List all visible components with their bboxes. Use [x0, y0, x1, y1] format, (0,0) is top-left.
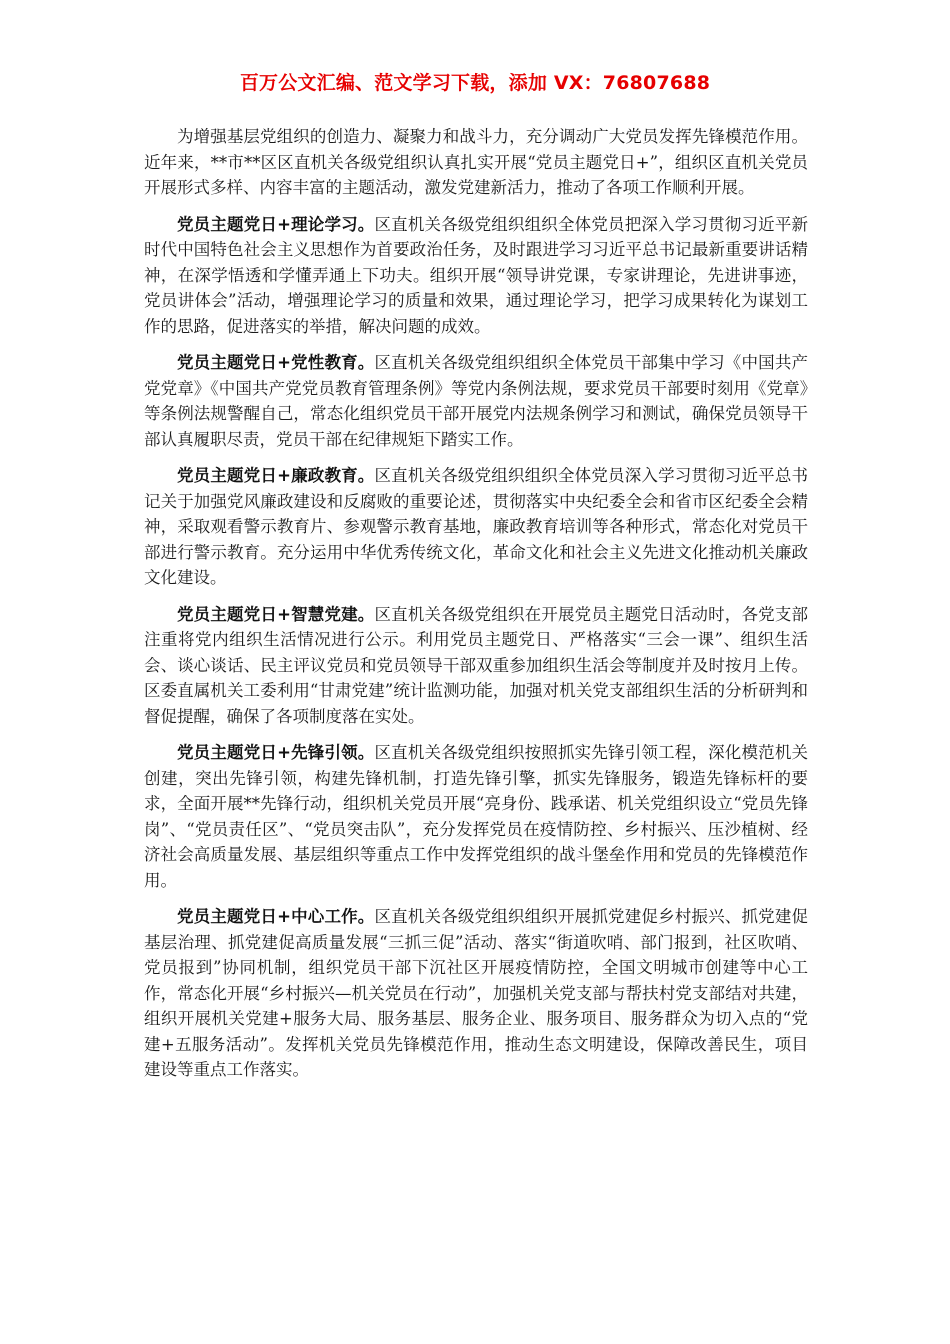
section-heading: 党员主题党日+党性教育。 — [177, 353, 375, 372]
section-body: 区直机关各级党组织在开展党员主题党日活动时，各党支部注重将党内组织生活情况进行公示。利用党员主题党日、严格落实“三会一课”、组织生活会、谈心谈话、民主评议党员和党员领导干部双重参加组织生活会等制度并及时按月上传。区委直属机关工委利用“甘肃党建”统计监测功能，加强对机关党支部组织生活的分析研判和督促提醒，确保了各项制度落在实处。 — [144, 604, 809, 726]
section-body: 区直机关各级党组织按照抓实先锋引领工程，深化模范机关创建，突出先锋引领，构建先锋机制，打造先锋引擎，抓实先锋服务，锻造先锋标杆的要求，全面开展**先锋行动，组织机关党员开展“亮身份、践承诺、机关党组织设立“党员先锋岗”、“党员责任区”、“党员突击队”，充分发挥党员在疫情防控、乡村振兴、压沙植树、经济社会高质量发展、基层组织等重点工作中发挥党组织的战斗堡垒作用和党员的先锋模范作用。 — [144, 743, 809, 890]
section-paragraph-party-spirit — [144, 350, 808, 452]
section-paragraph-central-work — [144, 904, 808, 1083]
section-heading: 党员主题党日+先锋引领。 — [177, 743, 375, 762]
section-body: 区直机关各级党组织组织全体党员把深入学习贯彻习近平新时代中国特色社会主义思想作为首要政治任务，及时跟进学习习近平总书记最新重要讲话精神，在深学悟透和学懂弄通上下功夫。组织开展“领导讲党课，专家讲理论，先进讲事迹，党员讲体会”活动，增强理论学习的质量和效果，通过理论学习，把学习成果转化为谋划工作的思路，促进落实的举措，解决问题的成效。 — [144, 214, 809, 336]
section-heading: 党员主题党日+智慧党建。 — [177, 604, 375, 624]
section-body: 区直机关各级党组织组织开展抓党建促乡村振兴、抓党建促基层治理、抓党建促高质量发展“三抓三促”活动、落实“街道吹哨、部门报到，社区吹哨、党员报到”协同机制，组织党员干部下沉社区开展疫情防控，全国文明城市创建等中心工作，常态化开展“乡村振兴—机关党员在行动”，加强机关党支部与帮扶村党支部结对共建，组织开展机关党建+服务大局、服务基层、服务企业、服务项目、服务群众为切入点的“党建+五服务活动”。发挥机关党员先锋模范作用，推动生态文明建设，保障改善民生，项目建设等重点工作落实。 — [144, 907, 809, 1079]
section-paragraph-integrity — [144, 463, 808, 591]
document-body — [144, 124, 808, 1094]
section-heading: 党员主题党日+中心工作。 — [177, 907, 375, 926]
section-heading: 党员主题党日+廉政教育。 — [177, 466, 375, 485]
section-paragraph-vanguard — [144, 740, 808, 893]
section-paragraph-smart-party — [144, 602, 808, 730]
section-paragraph-theory — [144, 212, 808, 340]
section-body: 区直机关各级党组织组织全体党员干部集中学习《中国共产党党章》《中国共产党党员教育管理条例》等党内条例法规，要求党员干部要时刻用《党章》等条例法规警醒自己，常态化组织党员干部开展党内法规条例学习和测试，确保党员领导干部认真履职尽责，党员干部在纪律规矩下踏实工作。 — [144, 353, 809, 449]
header-watermark-text: 百万公文汇编、范文学习下载，添加 VX：76807688 — [239, 72, 711, 94]
section-body: 区直机关各级党组织组织全体党员深入学习贯彻习近平总书记关于加强党风廉政建设和反腐败的重要论述，贯彻落实中央纪委全会和省市区纪委全会精神，采取观看警示教育片、参观警示教育基地，廉政教育培训等各种形式，常态化对党员干部进行警示教育。充分运用中华优秀传统文化，革命文化和社会主义先进文化推动机关廉政文化建设。 — [144, 466, 809, 587]
intro-paragraph: 为增强基层党组织的创造力、凝聚力和战斗力，充分调动广大党员发挥先锋模范作用。近年来，**市**区区直机关各级党组织认真扎实开展“党员主题党日+”，组织区直机关党员开展形式多样、内容丰富的主题活动，激发党建新活力，推动了各项工作顺利开展。 — [144, 127, 808, 197]
section-heading: 党员主题党日+理论学习。 — [177, 214, 375, 234]
